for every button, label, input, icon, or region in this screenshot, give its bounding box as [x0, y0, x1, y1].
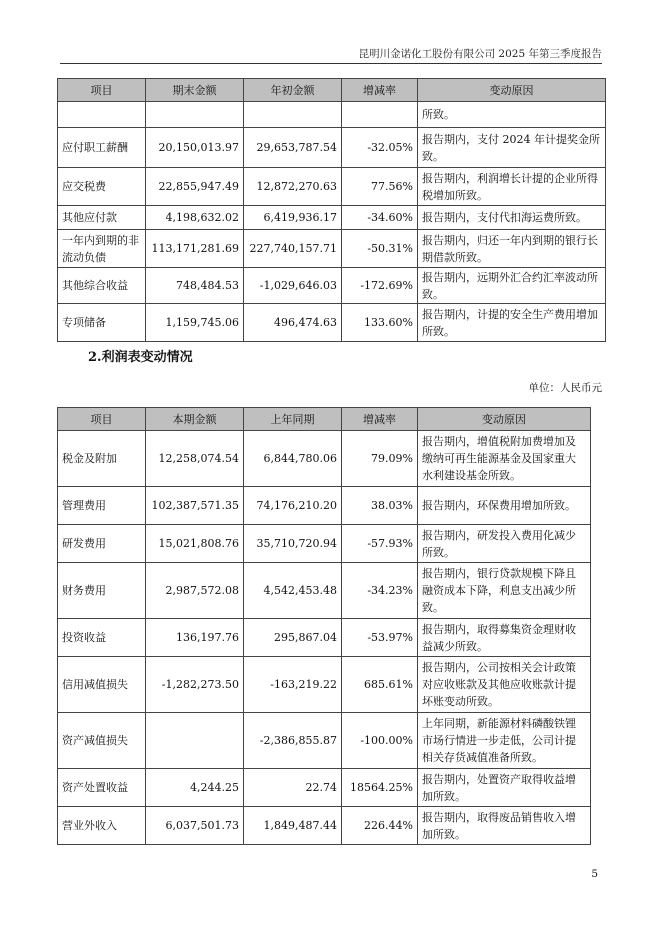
item-name: 财务费用	[58, 563, 146, 619]
table-header-row	[58, 408, 591, 431]
current-amount: -1,282,273.50	[146, 657, 244, 713]
table-row	[58, 168, 606, 206]
change-reason: 报告期内，利润增长计提的企业所得税增加所致。	[418, 168, 606, 206]
begin-amount: 29,653,787.54	[244, 128, 342, 168]
item-name: 资产减值损失	[58, 713, 146, 769]
item-name: 税金及附加	[58, 431, 146, 487]
item-name: 应交税费	[58, 168, 146, 206]
current-amount: 2,987,572.08	[146, 563, 244, 619]
end-amount: 20,150,013.97	[146, 128, 244, 168]
currency-unit: 单位：人民币元	[528, 382, 602, 394]
item-name: 其他综合收益	[58, 268, 146, 304]
table-row	[58, 713, 591, 769]
change-rate: -34.23%	[342, 563, 418, 619]
item-name: 管理费用	[58, 487, 146, 525]
change-reason: 报告期内，增值税附加费增加及缴纳可再生能源基金及国家重大水利建设基金所致。	[418, 431, 591, 487]
col-header-reason: 变动原因	[418, 408, 591, 431]
prior-amount: -163,219.22	[244, 657, 342, 713]
begin-amount: 6,419,936.17	[244, 206, 342, 230]
change-reason: 报告期内，远期外汇合约汇率波动所致。	[418, 268, 606, 304]
change-rate: 77.56%	[342, 168, 418, 206]
prior-amount: 295,867.04	[244, 619, 342, 657]
section-title: 2.利润表变动情况	[88, 350, 193, 365]
change-rate: 79.09%	[342, 431, 418, 487]
change-rate: -57.93%	[342, 525, 418, 563]
income-change-table	[57, 407, 591, 845]
prior-amount: 6,844,780.06	[244, 431, 342, 487]
header-rule	[60, 63, 602, 64]
col-header-item: 项目	[58, 79, 146, 102]
item-name: 应付职工薪酬	[58, 128, 146, 168]
col-header-item: 项目	[58, 408, 146, 431]
prior-amount: 35,710,720.94	[244, 525, 342, 563]
prior-amount: 22.74	[244, 769, 342, 807]
current-amount: 12,258,074.54	[146, 431, 244, 487]
end-amount: 4,198,632.02	[146, 206, 244, 230]
change-reason: 报告期内，计提的安全生产费用增加所致。	[418, 304, 606, 342]
change-rate: 38.03%	[342, 487, 418, 525]
item-name: 专项储备	[58, 304, 146, 342]
change-rate: 133.60%	[342, 304, 418, 342]
col-header-begin-amount: 年初金额	[244, 79, 342, 102]
end-amount: 1,159,745.06	[146, 304, 244, 342]
change-rate: -172.69%	[342, 268, 418, 304]
end-amount: 748,484.53	[146, 268, 244, 304]
begin-amount: -1,029,646.03	[244, 268, 342, 304]
change-reason: 所致。	[418, 102, 606, 128]
item-name: 资产处置收益	[58, 769, 146, 807]
table-row	[58, 431, 591, 487]
item-name: 一年内到期的非流动负债	[58, 230, 146, 268]
table-row	[58, 268, 606, 304]
change-reason: 报告期内，支付 2024 年计提奖金所致。	[418, 128, 606, 168]
col-header-current-amount: 本期金额	[146, 408, 244, 431]
current-amount: 136,197.76	[146, 619, 244, 657]
table-row	[58, 525, 591, 563]
change-rate: -32.05%	[342, 128, 418, 168]
table-row	[58, 769, 591, 807]
item-name	[58, 102, 146, 128]
current-amount	[146, 713, 244, 769]
change-reason: 报告期内，取得废品销售收入增加所致。	[418, 807, 591, 845]
item-name: 研发费用	[58, 525, 146, 563]
page-number: 5	[591, 868, 598, 880]
table-row	[58, 619, 591, 657]
table-row	[58, 657, 591, 713]
end-amount: 22,855,947.49	[146, 168, 244, 206]
change-reason: 报告期内，银行贷款规模下降且融资成本下降，利息支出减少所致。	[418, 563, 591, 619]
item-name: 其他应付款	[58, 206, 146, 230]
change-reason: 报告期内，环保费用增加所致。	[418, 487, 591, 525]
table-row	[58, 206, 606, 230]
change-rate: 226.44%	[342, 807, 418, 845]
report-header: 昆明川金诺化工股份有限公司 2025 年第三季度报告	[358, 48, 602, 60]
end-amount	[146, 102, 244, 128]
change-rate: 685.61%	[342, 657, 418, 713]
current-amount: 15,021,808.76	[146, 525, 244, 563]
change-rate: -50.31%	[342, 230, 418, 268]
table-row	[58, 128, 606, 168]
change-reason: 报告期内，取得募集资金理财收益减少所致。	[418, 619, 591, 657]
change-reason: 报告期内，公司按相关会计政策对应收账款及其他应收账款计提坏账变动所致。	[418, 657, 591, 713]
table-header-row	[58, 79, 606, 102]
current-amount: 6,037,501.73	[146, 807, 244, 845]
change-reason: 报告期内，支付代扣海运费所致。	[418, 206, 606, 230]
table-row	[58, 563, 591, 619]
current-amount: 4,244.25	[146, 769, 244, 807]
change-reason: 报告期内，研发投入费用化减少所致。	[418, 525, 591, 563]
change-reason: 上年同期，新能源材料磷酸铁锂市场行情进一步走低，公司计提相关存货减值准备所致。	[418, 713, 591, 769]
current-amount: 102,387,571.35	[146, 487, 244, 525]
item-name: 营业外收入	[58, 807, 146, 845]
col-header-reason: 变动原因	[418, 79, 606, 102]
prior-amount: 4,542,453.48	[244, 563, 342, 619]
change-rate: -34.60%	[342, 206, 418, 230]
change-reason: 报告期内，处置资产取得收益增加所致。	[418, 769, 591, 807]
prior-amount: 1,849,487.44	[244, 807, 342, 845]
table-row	[58, 487, 591, 525]
begin-amount: 227,740,157.71	[244, 230, 342, 268]
change-rate: -100.00%	[342, 713, 418, 769]
col-header-change-rate: 增减率	[342, 79, 418, 102]
change-reason: 报告期内，归还一年内到期的银行长期借款所致。	[418, 230, 606, 268]
table-row	[58, 102, 606, 128]
item-name: 信用减值损失	[58, 657, 146, 713]
col-header-end-amount: 期末金额	[146, 79, 244, 102]
begin-amount	[244, 102, 342, 128]
change-rate: 18564.25%	[342, 769, 418, 807]
change-rate	[342, 102, 418, 128]
prior-amount: -2,386,855.87	[244, 713, 342, 769]
end-amount: 113,171,281.69	[146, 230, 244, 268]
table-row	[58, 230, 606, 268]
item-name: 投资收益	[58, 619, 146, 657]
change-rate: -53.97%	[342, 619, 418, 657]
table-row	[58, 304, 606, 342]
balance-change-table	[57, 78, 606, 342]
prior-amount: 74,176,210.20	[244, 487, 342, 525]
table-row	[58, 807, 591, 845]
col-header-prior-amount: 上年同期	[244, 408, 342, 431]
col-header-change-rate: 增减率	[342, 408, 418, 431]
begin-amount: 496,474.63	[244, 304, 342, 342]
begin-amount: 12,872,270.63	[244, 168, 342, 206]
